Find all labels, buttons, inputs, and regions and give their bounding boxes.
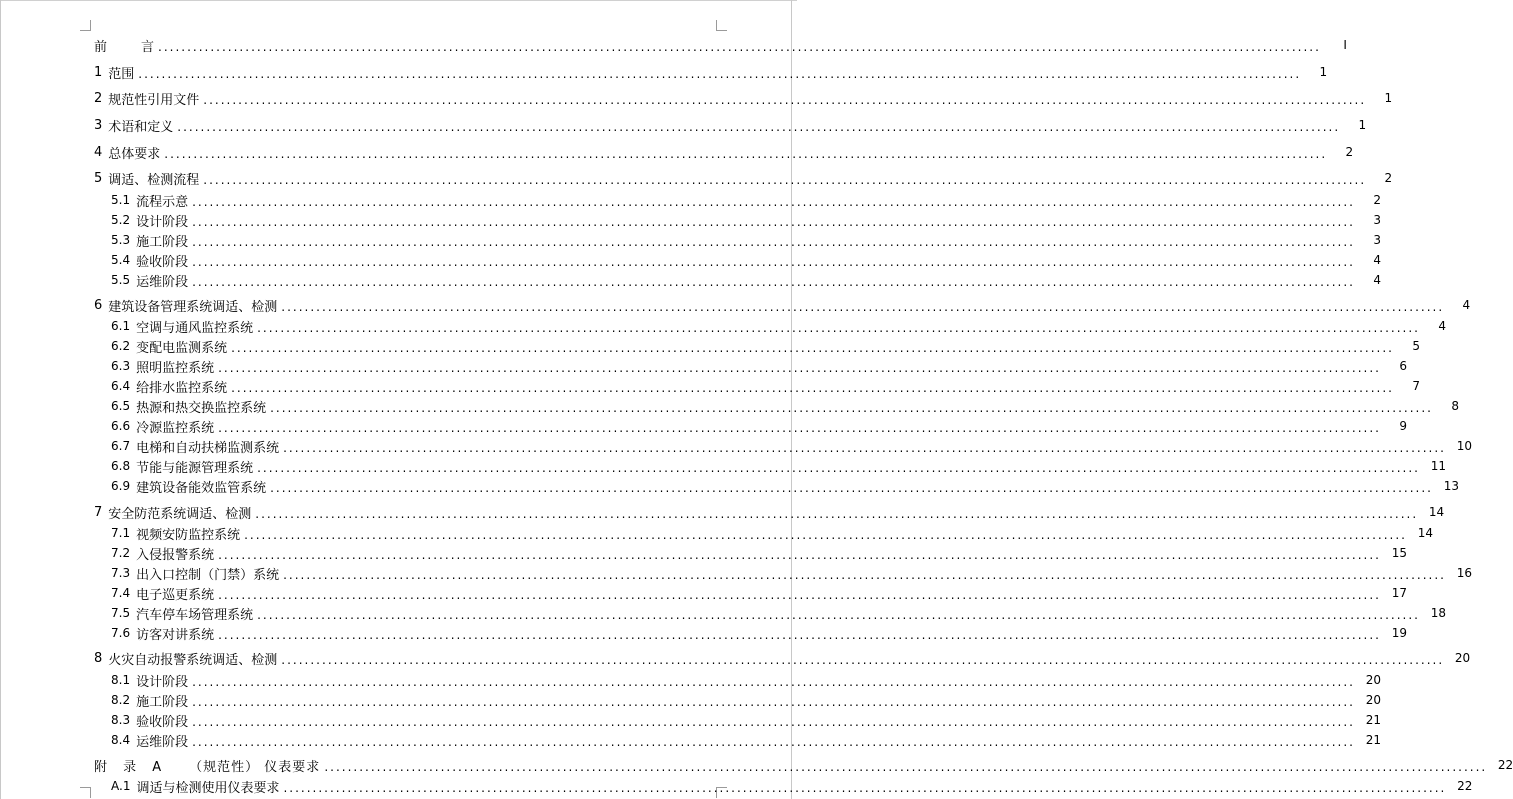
toc-entry-page-number: 2	[1345, 145, 1354, 159]
toc-entry-number: 前	[94, 39, 108, 55]
toc-dot-leader: ........................................................................................................................................................................................................	[244, 528, 1407, 542]
toc-entry-title: 运维阶段	[136, 734, 189, 750]
toc-entry-number: 6.6	[111, 419, 131, 433]
toc-entry-title: 术语和定义	[108, 119, 174, 135]
toc-entry-number: 4	[94, 144, 103, 160]
toc-entry-page-number: 3	[1373, 233, 1381, 247]
toc-dot-leader: ........................................................................................................................................................................................................	[218, 361, 1381, 375]
toc-dot-leader: ........................................................................................................................................................................................................	[192, 275, 1355, 289]
toc-entry-page-number: 7	[1412, 379, 1420, 393]
toc-entry-page-number: 17	[1391, 586, 1407, 600]
toc-entry-number: 6	[94, 297, 103, 313]
toc-entry-title: 设计阶段	[136, 214, 189, 230]
toc-entry-page-number: 13	[1443, 479, 1459, 493]
toc-entry-number: 6.5	[111, 399, 131, 413]
toc-dot-leader: ........................................................................................................................................................................................................	[192, 215, 1355, 229]
toc-entry-title: 出入口控制（门禁）系统	[136, 567, 280, 583]
toc-dot-leader: ........................................................................................................................................................................................................	[164, 147, 1328, 161]
toc-entry[interactable]	[0, 731, 1381, 750]
toc-entry-page-number: 4	[1438, 319, 1446, 333]
toc-dot-leader: ........................................................................................................................................................................................................	[177, 120, 1341, 134]
toc-entry-title: （规范性） 仪表要求	[189, 759, 321, 775]
toc-dot-leader: ........................................................................................................................................................................................................	[270, 481, 1433, 495]
toc-entry-number: 7.4	[111, 586, 131, 600]
toc-entry[interactable]	[0, 169, 1393, 188]
toc-entry-number: 8.3	[111, 713, 131, 727]
toc-entry-page-number: 4	[1373, 253, 1381, 267]
toc-dot-leader: ........................................................................................................................................................................................................	[192, 715, 1355, 729]
toc-dot-leader: ........................................................................................................................................................................................................	[218, 628, 1381, 642]
toc-entry-title: 入侵报警系统	[136, 547, 215, 563]
toc-entry-number: 5.5	[111, 273, 131, 287]
toc-entry[interactable]	[0, 89, 1393, 108]
toc-entry-number: 8	[94, 650, 103, 666]
toc-entry-page-number: 5	[1412, 339, 1420, 353]
toc-entry[interactable]	[0, 477, 1459, 496]
toc-entry-page-number: 6	[1399, 359, 1407, 373]
toc-entry[interactable]	[0, 457, 1446, 476]
toc-entry-title: 建筑设备能效监管系统	[136, 480, 267, 496]
toc-entry[interactable]	[0, 524, 1433, 543]
toc-dot-leader: ........................................................................................................................................................................................................	[257, 321, 1420, 335]
toc-dot-leader: ........................................................................................................................................................................................................	[270, 401, 1433, 415]
toc-entry[interactable]	[0, 63, 1328, 82]
toc-entry-page-number: I	[1343, 38, 1347, 52]
toc-entry-number: 1	[94, 64, 103, 80]
toc-entry-number: 5.2	[111, 213, 131, 227]
toc-entry-number: 5.3	[111, 233, 131, 247]
toc-dot-leader: ........................................................................................................................................................................................................	[192, 235, 1355, 249]
toc-entry-page-number: 20	[1365, 693, 1381, 707]
toc-entry-page-number: 9	[1399, 419, 1407, 433]
toc-entry-title: 规范性引用文件	[108, 92, 200, 108]
toc-entry-title: 空调与通风监控系统	[136, 320, 254, 336]
toc-entry-title: 变配电监测系统	[136, 340, 228, 356]
toc-dot-leader: ........................................................................................................................................................................................................	[192, 675, 1355, 689]
toc-entry[interactable]	[0, 397, 1459, 416]
toc-dot-leader: ........................................................................................................................................................................................................	[281, 653, 1445, 667]
toc-entry[interactable]	[0, 671, 1381, 690]
toc-entry-number: 2	[94, 90, 103, 106]
toc-entry-title: 建筑设备管理系统调适、检测	[108, 299, 278, 315]
toc-entry[interactable]	[0, 564, 1472, 583]
toc-dot-leader: ........................................................................................................................................................................................................	[192, 195, 1355, 209]
page-top-edge	[0, 0, 797, 1]
toc-entry[interactable]	[0, 251, 1381, 270]
toc-entry-number: 5	[94, 170, 103, 186]
toc-dot-leader: ........................................................................................................................................................................................................	[192, 735, 1355, 749]
toc-dot-leader: ........................................................................................................................................................................................................	[218, 421, 1381, 435]
toc-entry-page-number: 3	[1373, 213, 1381, 227]
toc-entry-title: 调适与检测使用仪表要求	[136, 780, 280, 796]
toc-entry-page-number: 11	[1430, 459, 1446, 473]
toc-dot-leader: ........................................................................................................................................................................................................	[255, 507, 1419, 521]
toc-entry-page-number: 19	[1391, 626, 1407, 640]
toc-entry[interactable]	[0, 211, 1381, 230]
toc-entry-page-number: 2	[1373, 193, 1381, 207]
toc-entry-page-number: 15	[1391, 546, 1407, 560]
toc-entry-number: A.1	[111, 779, 131, 793]
toc-entry-number: 6.9	[111, 479, 131, 493]
toc-entry[interactable]	[0, 143, 1354, 162]
toc-entry[interactable]	[0, 691, 1381, 710]
toc-entry-number: 7.3	[111, 566, 131, 580]
toc-entry-title: 设计阶段	[136, 674, 189, 690]
toc-dot-leader: ........................................................................................................................................................................................................	[231, 341, 1394, 355]
toc-entry-page-number: 10	[1456, 439, 1472, 453]
toc-entry[interactable]	[0, 296, 1471, 315]
toc-entry-number: 3	[94, 117, 103, 133]
toc-entry-page-number: 2	[1384, 171, 1393, 185]
toc-entry[interactable]	[0, 231, 1381, 250]
toc-entry-title: 验收阶段	[136, 254, 189, 270]
toc-entry[interactable]	[0, 357, 1407, 376]
toc-entry-title: 火灾自动报警系统调适、检测	[108, 652, 278, 668]
toc-entry[interactable]	[0, 377, 1420, 396]
toc-entry-title: 言	[141, 39, 155, 55]
toc-entry-page-number: 14	[1428, 505, 1445, 519]
toc-dot-leader: ........................................................................................................................................................................................................	[192, 695, 1355, 709]
toc-dot-leader: ........................................................................................................................................................................................................	[231, 381, 1394, 395]
toc-dot-leader: ........................................................................................................................................................................................................	[218, 588, 1381, 602]
toc-entry-title: 访客对讲系统	[136, 627, 215, 643]
toc-entry-page-number: 1	[1319, 65, 1328, 79]
toc-entry-number: 6.4	[111, 379, 131, 393]
toc-entry-page-number: 21	[1365, 713, 1381, 727]
toc-entry[interactable]	[0, 116, 1367, 135]
toc-entry-page-number: 16	[1456, 566, 1472, 580]
toc-dot-leader: ........................................................................................................................................................................................................	[192, 255, 1355, 269]
toc-dot-leader: ........................................................................................................................................................................................................	[281, 300, 1445, 314]
toc-entry[interactable]	[0, 756, 1513, 775]
toc-entry-number: 6.3	[111, 359, 131, 373]
toc-entry[interactable]	[0, 584, 1407, 603]
toc-entry-title: 施工阶段	[136, 694, 189, 710]
toc-entry-number: 7	[94, 504, 103, 520]
toc-entry-number: 7.1	[111, 526, 131, 540]
toc-entry-title: 给排水监控系统	[136, 380, 228, 396]
toc-entry[interactable]	[0, 317, 1446, 336]
toc-entry-page-number: 21	[1365, 733, 1381, 747]
crop-mark-top-left	[80, 20, 91, 31]
toc-entry[interactable]	[0, 604, 1446, 623]
toc-dot-leader: ........................................................................................................................................................................................................	[283, 441, 1446, 455]
toc-entry[interactable]	[0, 777, 1473, 796]
toc-entry-title: 流程示意	[136, 194, 189, 210]
toc-entry-number: 8.1	[111, 673, 131, 687]
toc-entry-page-number: 4	[1373, 273, 1381, 287]
toc-entry-page-number: 14	[1417, 526, 1433, 540]
toc-entry[interactable]	[0, 503, 1445, 522]
toc-entry[interactable]	[0, 337, 1420, 356]
toc-entry-title: 验收阶段	[136, 714, 189, 730]
toc-dot-leader: ........................................................................................................................................................................................................	[324, 760, 1488, 774]
toc-entry-title: 照明监控系统	[136, 360, 215, 376]
toc-entry-title: 汽车停车场管理系统	[136, 607, 254, 623]
toc-entry-title: 热源和热交换监控系统	[136, 400, 267, 416]
toc-dot-leader: ........................................................................................................................................................................................................	[283, 568, 1446, 582]
toc-dot-leader: ........................................................................................................................................................................................................	[158, 40, 1321, 54]
toc-entry[interactable]	[0, 36, 1347, 55]
toc-entry[interactable]	[0, 711, 1381, 730]
toc-entry-title: 范围	[108, 66, 135, 82]
toc-entry-page-number: 22	[1497, 758, 1513, 772]
toc-entry-title: 施工阶段	[136, 234, 189, 250]
toc-entry-title: 调适、检测流程	[108, 172, 200, 188]
toc-dot-leader: ........................................................................................................................................................................................................	[203, 93, 1367, 107]
toc-entry-page-number: 8	[1451, 399, 1459, 413]
toc-entry[interactable]	[0, 437, 1472, 456]
toc-entry-page-number: 4	[1462, 298, 1471, 312]
toc-entry-number: 6.7	[111, 439, 131, 453]
toc-entry[interactable]	[0, 417, 1407, 436]
toc-dot-leader: ........................................................................................................................................................................................................	[283, 781, 1447, 795]
toc-entry-page-number: 1	[1384, 91, 1393, 105]
toc-entry-page-number: 20	[1454, 651, 1471, 665]
toc-entry-page-number: 20	[1365, 673, 1381, 687]
crop-mark-top-right	[716, 20, 727, 31]
toc-entry[interactable]	[0, 544, 1407, 563]
toc-entry-page-number: 1	[1358, 118, 1367, 132]
toc-entry[interactable]	[0, 624, 1407, 643]
toc-entry-number: 7.5	[111, 606, 131, 620]
toc-entry[interactable]	[0, 191, 1381, 210]
toc-dot-leader: ........................................................................................................................................................................................................	[203, 173, 1367, 187]
toc-entry-title: 节能与能源管理系统	[136, 460, 254, 476]
toc-entry-title: 电子巡更系统	[136, 587, 215, 603]
toc-entry[interactable]	[0, 649, 1471, 668]
toc-dot-leader: ........................................................................................................................................................................................................	[138, 67, 1302, 81]
toc-dot-leader: ........................................................................................................................................................................................................	[257, 461, 1420, 475]
toc-dot-leader: ........................................................................................................................................................................................................	[257, 608, 1420, 622]
toc-entry-number: 7.2	[111, 546, 131, 560]
toc-entry-number: 7.6	[111, 626, 131, 640]
toc-entry-number: 6.1	[111, 319, 131, 333]
toc-entry-title: 冷源监控系统	[136, 420, 215, 436]
toc-entry-page-number: 18	[1430, 606, 1446, 620]
toc-entry-number: 6.2	[111, 339, 131, 353]
toc-entry-number: 8.4	[111, 733, 131, 747]
toc-entry-title: 安全防范系统调适、检测	[108, 506, 252, 522]
toc-entry-number: 6.8	[111, 459, 131, 473]
toc-entry-title: 运维阶段	[136, 274, 189, 290]
toc-entry-page-number: 22	[1457, 779, 1473, 793]
toc-entry-number: 5.4	[111, 253, 131, 267]
toc-dot-leader: ........................................................................................................................................................................................................	[218, 548, 1381, 562]
toc-entry-number: 8.2	[111, 693, 131, 707]
toc-entry-title: 总体要求	[108, 146, 161, 162]
toc-entry-number: 附 录 A	[94, 759, 168, 775]
toc-entry[interactable]	[0, 271, 1381, 290]
toc-entry-number: 5.1	[111, 193, 131, 207]
toc-entry-title: 视频安防监控系统	[136, 527, 241, 543]
toc-entry-title: 电梯和自动扶梯监测系统	[136, 440, 280, 456]
